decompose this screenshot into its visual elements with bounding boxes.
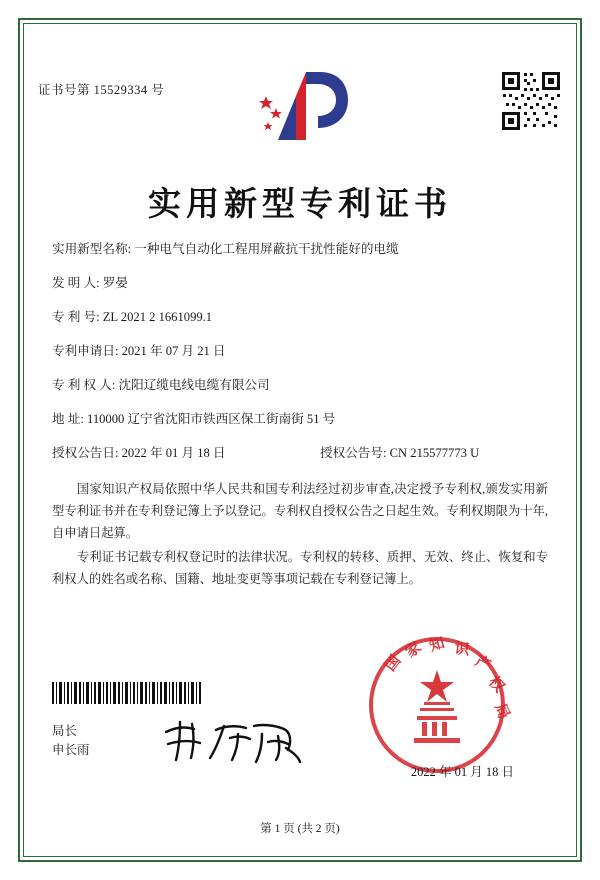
field-label: 发 明 人:: [52, 276, 100, 290]
svg-text:局: 局: [491, 701, 512, 722]
page-footer: 第 1 页 (共 2 页): [260, 823, 340, 835]
field-value: 罗晏: [102, 276, 128, 290]
handwritten-signature-icon: [158, 716, 308, 768]
certificate-content: [38, 38, 562, 842]
field-row-grant-publication-number: [320, 447, 479, 460]
field-value: 一种电气自动化工程用屏蔽抗干扰性能好的电缆: [134, 242, 399, 256]
svg-text:知: 知: [427, 635, 447, 655]
field-label: 专 利 权 人:: [52, 378, 116, 392]
director-label: 局长: [52, 724, 78, 738]
field-label: 授权公告日:: [52, 446, 119, 460]
field-row-name: [52, 243, 552, 277]
cnipa-logo-icon: [248, 66, 368, 146]
paragraph-1: 国家知识产权局依照中华人民共和国专利法经过初步审查,决定授予专利权,颁发实用新型专利证书并在专利登记簿上予以登记。专利权自授权公告之日起生效。专利权期限为十年,自申请日起算。: [52, 482, 548, 540]
signature-block: [52, 722, 90, 760]
field-value: 2021 年 07 月 21 日: [121, 344, 226, 358]
field-label: 授权公告号:: [320, 446, 387, 460]
official-red-seal-icon: [362, 630, 512, 780]
field-row-address: [52, 413, 552, 447]
svg-text:家: 家: [402, 639, 425, 662]
field-row-patentee: [52, 379, 552, 413]
certificate-number: 证书号第 15529334 号: [38, 83, 165, 97]
field-value: CN 215577773 U: [389, 446, 480, 460]
field-value: 2022 年 01 月 18 日: [121, 446, 226, 460]
field-value: 沈阳辽缆电线电缆有限公司: [118, 378, 270, 392]
field-label: 专 利 号:: [52, 310, 100, 324]
paragraph-2: 专利证书记载专利权登记时的法律状况。专利权的转移、质押、无效、终止、恢复和专利权人的姓名或名称、国籍、地址变更等事项记载在专利登记簿上。: [52, 550, 548, 586]
director-name: 申长雨: [52, 743, 90, 757]
field-label: 实用新型名称:: [52, 242, 132, 256]
field-row-inventor: [52, 277, 552, 311]
svg-text:产: 产: [472, 653, 493, 675]
seal-date: 2022 年 01 月 18 日: [410, 765, 514, 779]
fields-list: [52, 243, 552, 481]
barcode-icon: [52, 682, 202, 704]
field-label: 专利申请日:: [52, 344, 119, 358]
field-row-patent-number: [52, 311, 552, 345]
svg-text:国: 国: [382, 652, 405, 675]
field-value: 110000 辽宁省沈阳市铁西区保工街南街 51 号: [87, 412, 336, 426]
qr-code-icon: [500, 70, 562, 132]
field-label: 地 址:: [52, 412, 84, 426]
field-row-grant-date: [52, 447, 552, 481]
field-value: ZL 2021 2 1661099.1: [102, 310, 213, 324]
svg-text:识: 识: [453, 641, 471, 659]
svg-text:权: 权: [485, 673, 507, 696]
field-row-application-date: [52, 345, 552, 379]
page-title: 实用新型专利证书: [148, 187, 452, 223]
legal-text: [52, 478, 548, 592]
